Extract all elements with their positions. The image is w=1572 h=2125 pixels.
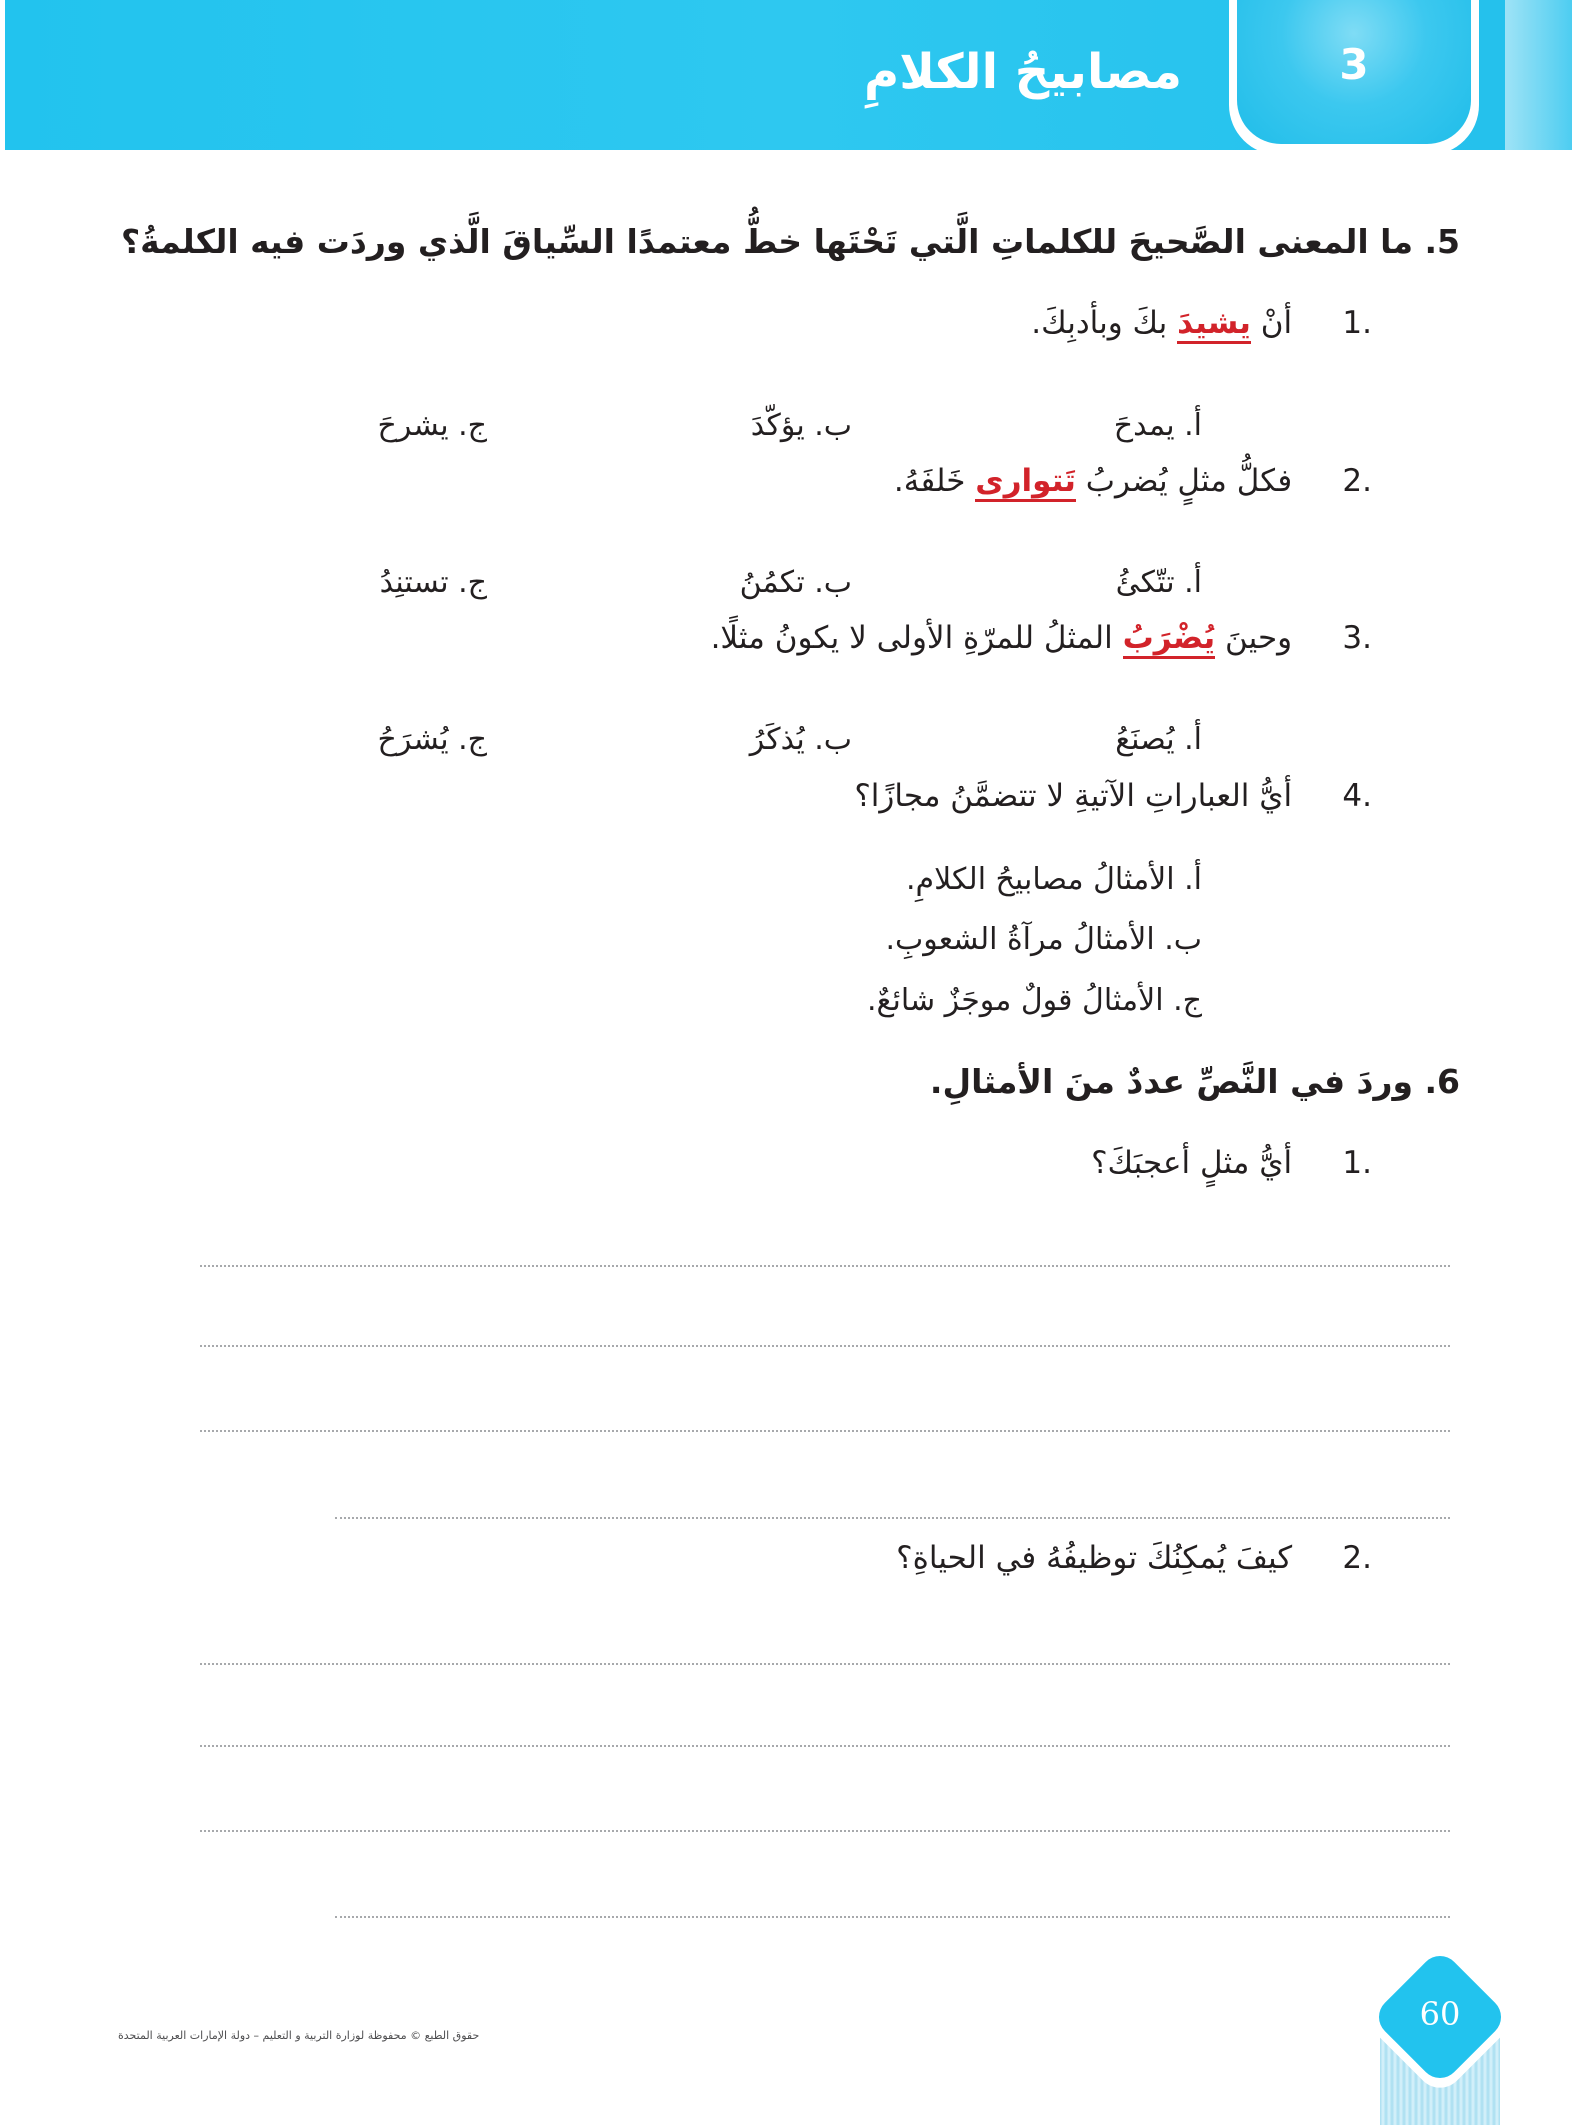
page-number: 60 [1419,1995,1461,2033]
question-5-heading: 5. ما المعنى الصَّحيحَ للكلماتِ الَّتي تَحْتَها خطُّ معتمدًا السِّياقَ الَّذي وردَت فيه الكلمةُ؟ [121,222,1460,261]
q5-item-3 [711,620,1372,656]
answer-line[interactable] [200,1830,1450,1832]
option-c[interactable]: ج. يُشرَحُ [377,722,487,757]
highlighted-word: يشيدَ [1177,305,1251,344]
item-text-after: خَلفَهُ. [893,463,976,499]
unit-title: مصابيحُ الكلامِ [864,44,1182,100]
option-a[interactable]: أ. يمدحَ [1113,408,1202,443]
item-text: أيُّ العباراتِ الآتيةِ لا تتضمَّنُ مجازًا؟ [854,778,1293,814]
option-b[interactable]: ب. يُذكَرُ [749,722,852,757]
item-number: .3 [1342,620,1372,656]
item-number: .1 [1342,1145,1372,1181]
option-b[interactable]: ب. الأمثالُ مرآةُ الشعوبِ. [885,922,1202,957]
q5-item-4 [854,778,1372,814]
option-c[interactable]: ج. تستنِدُ [379,565,487,600]
q5-item-1 [1031,305,1372,341]
header-edge-decoration [1505,0,1572,150]
option-b[interactable]: ب. يؤكّدَ [750,408,852,443]
answer-line[interactable] [335,1517,1450,1519]
q6-item-2 [896,1540,1372,1576]
item-text-before: وحينَ [1215,620,1293,656]
item-text-after: بكَ وبأدبِكَ. [1031,305,1178,341]
item-number: .1 [1342,305,1372,341]
item-text: كيفَ يُمكِنُكَ توظيفُهُ في الحياةِ؟ [896,1540,1293,1576]
answer-line[interactable] [200,1345,1450,1347]
option-a[interactable]: أ. يُصنَعُ [1115,722,1202,757]
item-number: .4 [1342,778,1372,814]
question-6-heading: 6. وردَ في النَّصِّ عددٌ منَ الأمثالِ. [929,1062,1460,1101]
item-number: .2 [1342,463,1372,499]
item-text-before: أنْ [1250,305,1293,341]
copyright-notice: حقوق الطبع © محفوظة لوزارة التربية و التعليم – دولة الإمارات العربية المتحدة [118,2029,480,2042]
option-c[interactable]: ج. يشرحَ [377,408,487,443]
item-text: أيُّ مثلٍ أعجبَكَ؟ [1091,1145,1293,1181]
unit-number: 3 [1339,40,1369,89]
option-a[interactable]: أ. تتّكئُ [1115,565,1202,600]
answer-line[interactable] [200,1265,1450,1267]
option-c[interactable]: ج. الأمثالُ قولٌ موجَزٌ شائعٌ. [867,983,1202,1018]
answer-line[interactable] [335,1916,1450,1918]
highlighted-word: تَتوارى [975,463,1076,502]
option-b[interactable]: ب. تكمُنُ [739,565,852,600]
item-text-after: المثلُ للمرّةِ الأولى لا يكونُ مثلًا. [710,620,1123,656]
answer-line[interactable] [200,1663,1450,1665]
q5-item-2 [894,463,1372,499]
option-a[interactable]: أ. الأمثالُ مصابيحُ الكلامِ. [905,862,1202,897]
answer-line[interactable] [200,1430,1450,1432]
q6-item-1 [1091,1145,1372,1181]
highlighted-word: يُضْرَبُ [1123,620,1216,659]
item-number: .2 [1342,1540,1372,1576]
item-text-before: فكلُّ مثلٍ يُضربُ [1075,463,1293,499]
answer-line[interactable] [200,1745,1450,1747]
